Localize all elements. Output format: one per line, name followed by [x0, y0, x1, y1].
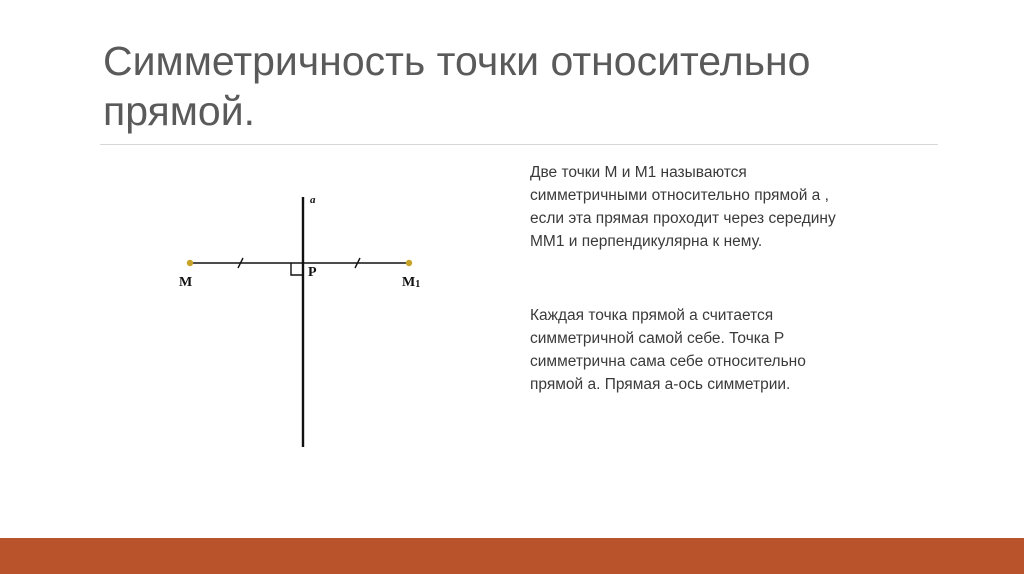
- point-p-label: P: [308, 265, 317, 280]
- point-m1-marker: [406, 260, 412, 266]
- axis-paragraph: Каждая точка прямой а считается симметричной самой себе. Точка Р симметрична сама себе относительно прямой а. Прямая а-ось симметрии.: [530, 307, 806, 393]
- title-divider: [100, 144, 938, 145]
- footer-bar: [0, 538, 1024, 574]
- line-a-label: a: [310, 194, 316, 206]
- right-angle-marker: [291, 263, 303, 275]
- symmetry-diagram: [150, 180, 470, 460]
- symmetry-diagram-svg: [150, 180, 470, 460]
- point-m1-label-main: M: [402, 275, 416, 290]
- definition-paragraph: Две точки М и М1 называются симметричными относительно прямой а , если эта прямая проходит через середину ММ1 и перпендикулярна к нему.: [530, 164, 836, 250]
- point-m-marker: [187, 260, 193, 266]
- point-m-label: M: [179, 275, 193, 290]
- slide-title: Симметричность точки относительно прямой.: [103, 38, 811, 134]
- point-m1-label-subscript: 1: [415, 279, 421, 290]
- point-m1-label: [402, 275, 420, 290]
